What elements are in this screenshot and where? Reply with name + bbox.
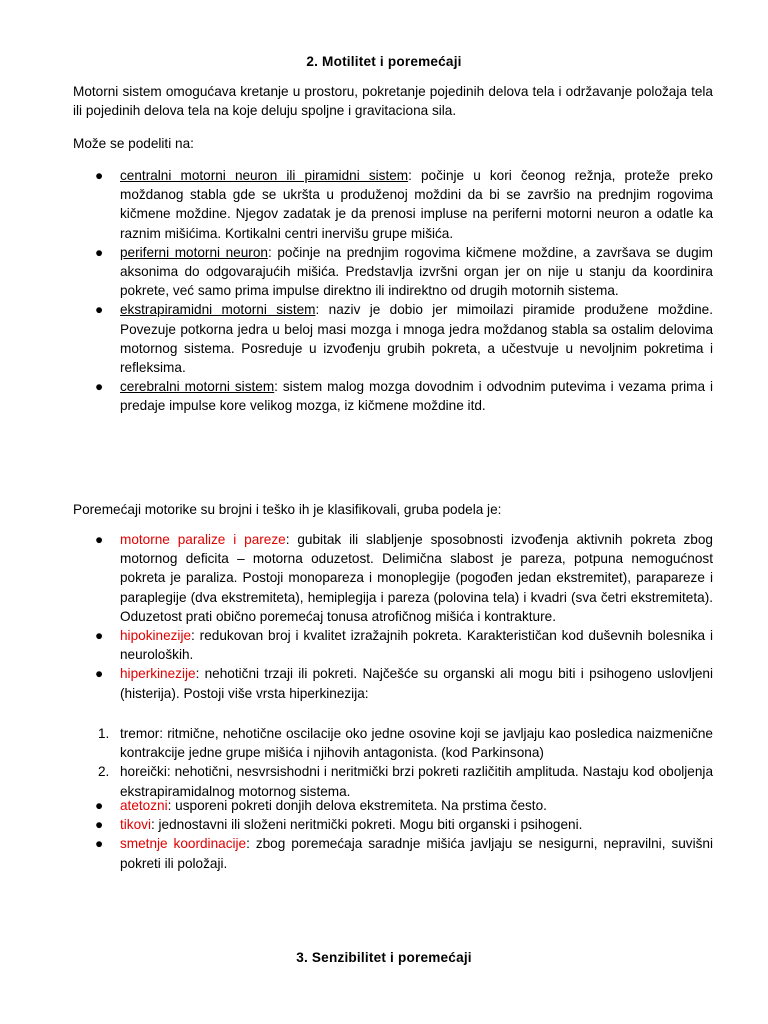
bullet-icon: ● — [95, 168, 104, 183]
motor-systems-list — [73, 166, 713, 416]
term: atetozni — [120, 798, 168, 813]
section-3-title: 3. Senzibilitet i poremećaji — [296, 950, 472, 965]
term: hipokinezije — [120, 628, 192, 644]
divide-label: Može se podeliti na: — [73, 136, 194, 151]
term: smetnje koordinacije — [120, 836, 247, 852]
description: : jednostavni ili složeni neritmički pokreti. Mogu biti organski i psihogeni. — [150, 817, 583, 833]
description: : gubitak ili slabljenje sposobnosti izvođenja aktivnih pokreta zbog motornog deficita – motorna oduzetost. Delimična slabost je pareza, potpuna nemogućnost pokreta je paraliza. Postoji monopareza i monoplegije (pogođen jedan ekstremitet), parapareze i paraplegije (dva ekstremiteta), hemiplegija i pareza (polovina tela) i kvadri (sva četri ekstremiteta). Oduzetost prati obično poremećaj tonusa atrofičnog mišića i kontrakture. — [120, 532, 713, 624]
bullet-icon: ● — [95, 302, 104, 318]
bullet-icon: ● — [95, 628, 104, 644]
disorders-list — [73, 530, 713, 703]
bullet-icon: ● — [95, 532, 104, 547]
section-2-title: 2. Motilitet i poremećaji — [306, 54, 462, 69]
item-number: 2. — [98, 764, 110, 780]
list-item — [73, 796, 713, 815]
list-item — [73, 530, 713, 626]
term: centralni motorni neuron ili piramidni sistem — [120, 168, 409, 183]
term: periferni motorni neuron — [120, 244, 268, 260]
list-item — [73, 377, 713, 415]
description: : počinje u kori čeonog režnja, proteže preko moždanog stabla gde se ukršta u produženoj moždini da bi se završio na prednjim rogovima kičmene moždine. Njegov zadatak je da prenosi impluse na periferni motorni neuron a odatle ka raznim mišićima. Kortikalni centri inervišu grupe mišića. — [120, 168, 713, 241]
hyperkinesia-types-list — [73, 724, 713, 801]
more-disorders-list — [73, 796, 713, 873]
list-item — [73, 243, 713, 301]
intro-paragraph: Motorni sistem omogućava kretanje u prostoru, pokretanje pojedinih delova tela i održavanje položaja tela ili pojedinih delova tela na koje deluju spoljne i gravitaciona sila. — [73, 84, 713, 119]
description: : zbog poremećaja saradnje mišića javljaju se nesigurni, nepravilni, suvišni pokreti ili položaji. — [120, 836, 713, 871]
term: tikovi — [120, 817, 151, 833]
term: ekstrapiramidni motorni sistem — [120, 302, 316, 318]
term: hiperkinezije — [120, 666, 196, 682]
bullet-icon: ● — [95, 817, 104, 833]
disorders-intro: Poremećaji motorike su brojni i teško ih je klasifikovali, gruba podela je: — [73, 502, 502, 517]
list-item — [73, 724, 713, 762]
list-item — [73, 834, 713, 872]
term: cerebralni motorni sistem — [120, 379, 275, 395]
item-number: 1. — [98, 726, 110, 741]
description: tremor: ritmične, nehotične oscilacije oko jedne osovine koji se javljaju kao posledica naizmenične kontrakcije jedne grupe mišića i njihovih antagonista. (kod Parkinsona) — [120, 726, 713, 761]
description: horeički: nehotični, nesvrsishodni i neritmički brzi pokreti različitih amplituda. Nastaju kod oboljenja ekstrapiramidalnog motornog sistema. — [120, 764, 713, 799]
bullet-icon: ● — [95, 379, 104, 395]
description: : nehotični trzaji ili pokreti. Najčešće su organski ali mogu biti i psihogeno uslovljeni (histerija). Postoji više vrsta hiperkinezija: — [120, 666, 713, 701]
list-item — [73, 815, 713, 834]
term: motorne paralize i pareze — [120, 532, 286, 547]
list-item — [73, 626, 713, 664]
list-item — [73, 166, 713, 243]
list-item — [73, 300, 713, 377]
description: : počinje na prednjim rogovima kičmene moždine, a završava se dugim aksonima do odgovarajućih mišića. Predstavlja izvršni organ jer on nije u stanju da koordinira pokrete, već samo prima impulse direktno ili indirektno od drugih motornih sistema. — [120, 244, 713, 299]
bullet-icon: ● — [95, 798, 104, 813]
bullet-icon: ● — [95, 666, 104, 682]
bullet-icon: ● — [95, 836, 104, 852]
description: : usporeni pokreti donjih delova ekstremiteta. Na prstima često. — [167, 798, 547, 813]
description: : naziv je dobio jer mimoilazi piramide produžene moždine. Povezuje potkorna jedra u beloj masi mozga i mnoga jedra moždanog stabla sa ostalim delovima motornog sistema. Posreduje u izvođenju grubih pokreta, a učestvuje u nevoljnim pokretima i refleksima. — [120, 302, 714, 376]
list-item — [73, 664, 713, 702]
description: : sistem malog mozga dovodnim i odvodnim putevima i vezama prima i predaje impulse kore velikog mozga, iz kičmene moždine itd. — [120, 379, 713, 414]
description: : redukovan broj i kvalitet izražajnih pokreta. Karakterističan kod duševnih bolesnika i neuroloških. — [120, 628, 713, 663]
bullet-icon: ● — [95, 244, 104, 260]
